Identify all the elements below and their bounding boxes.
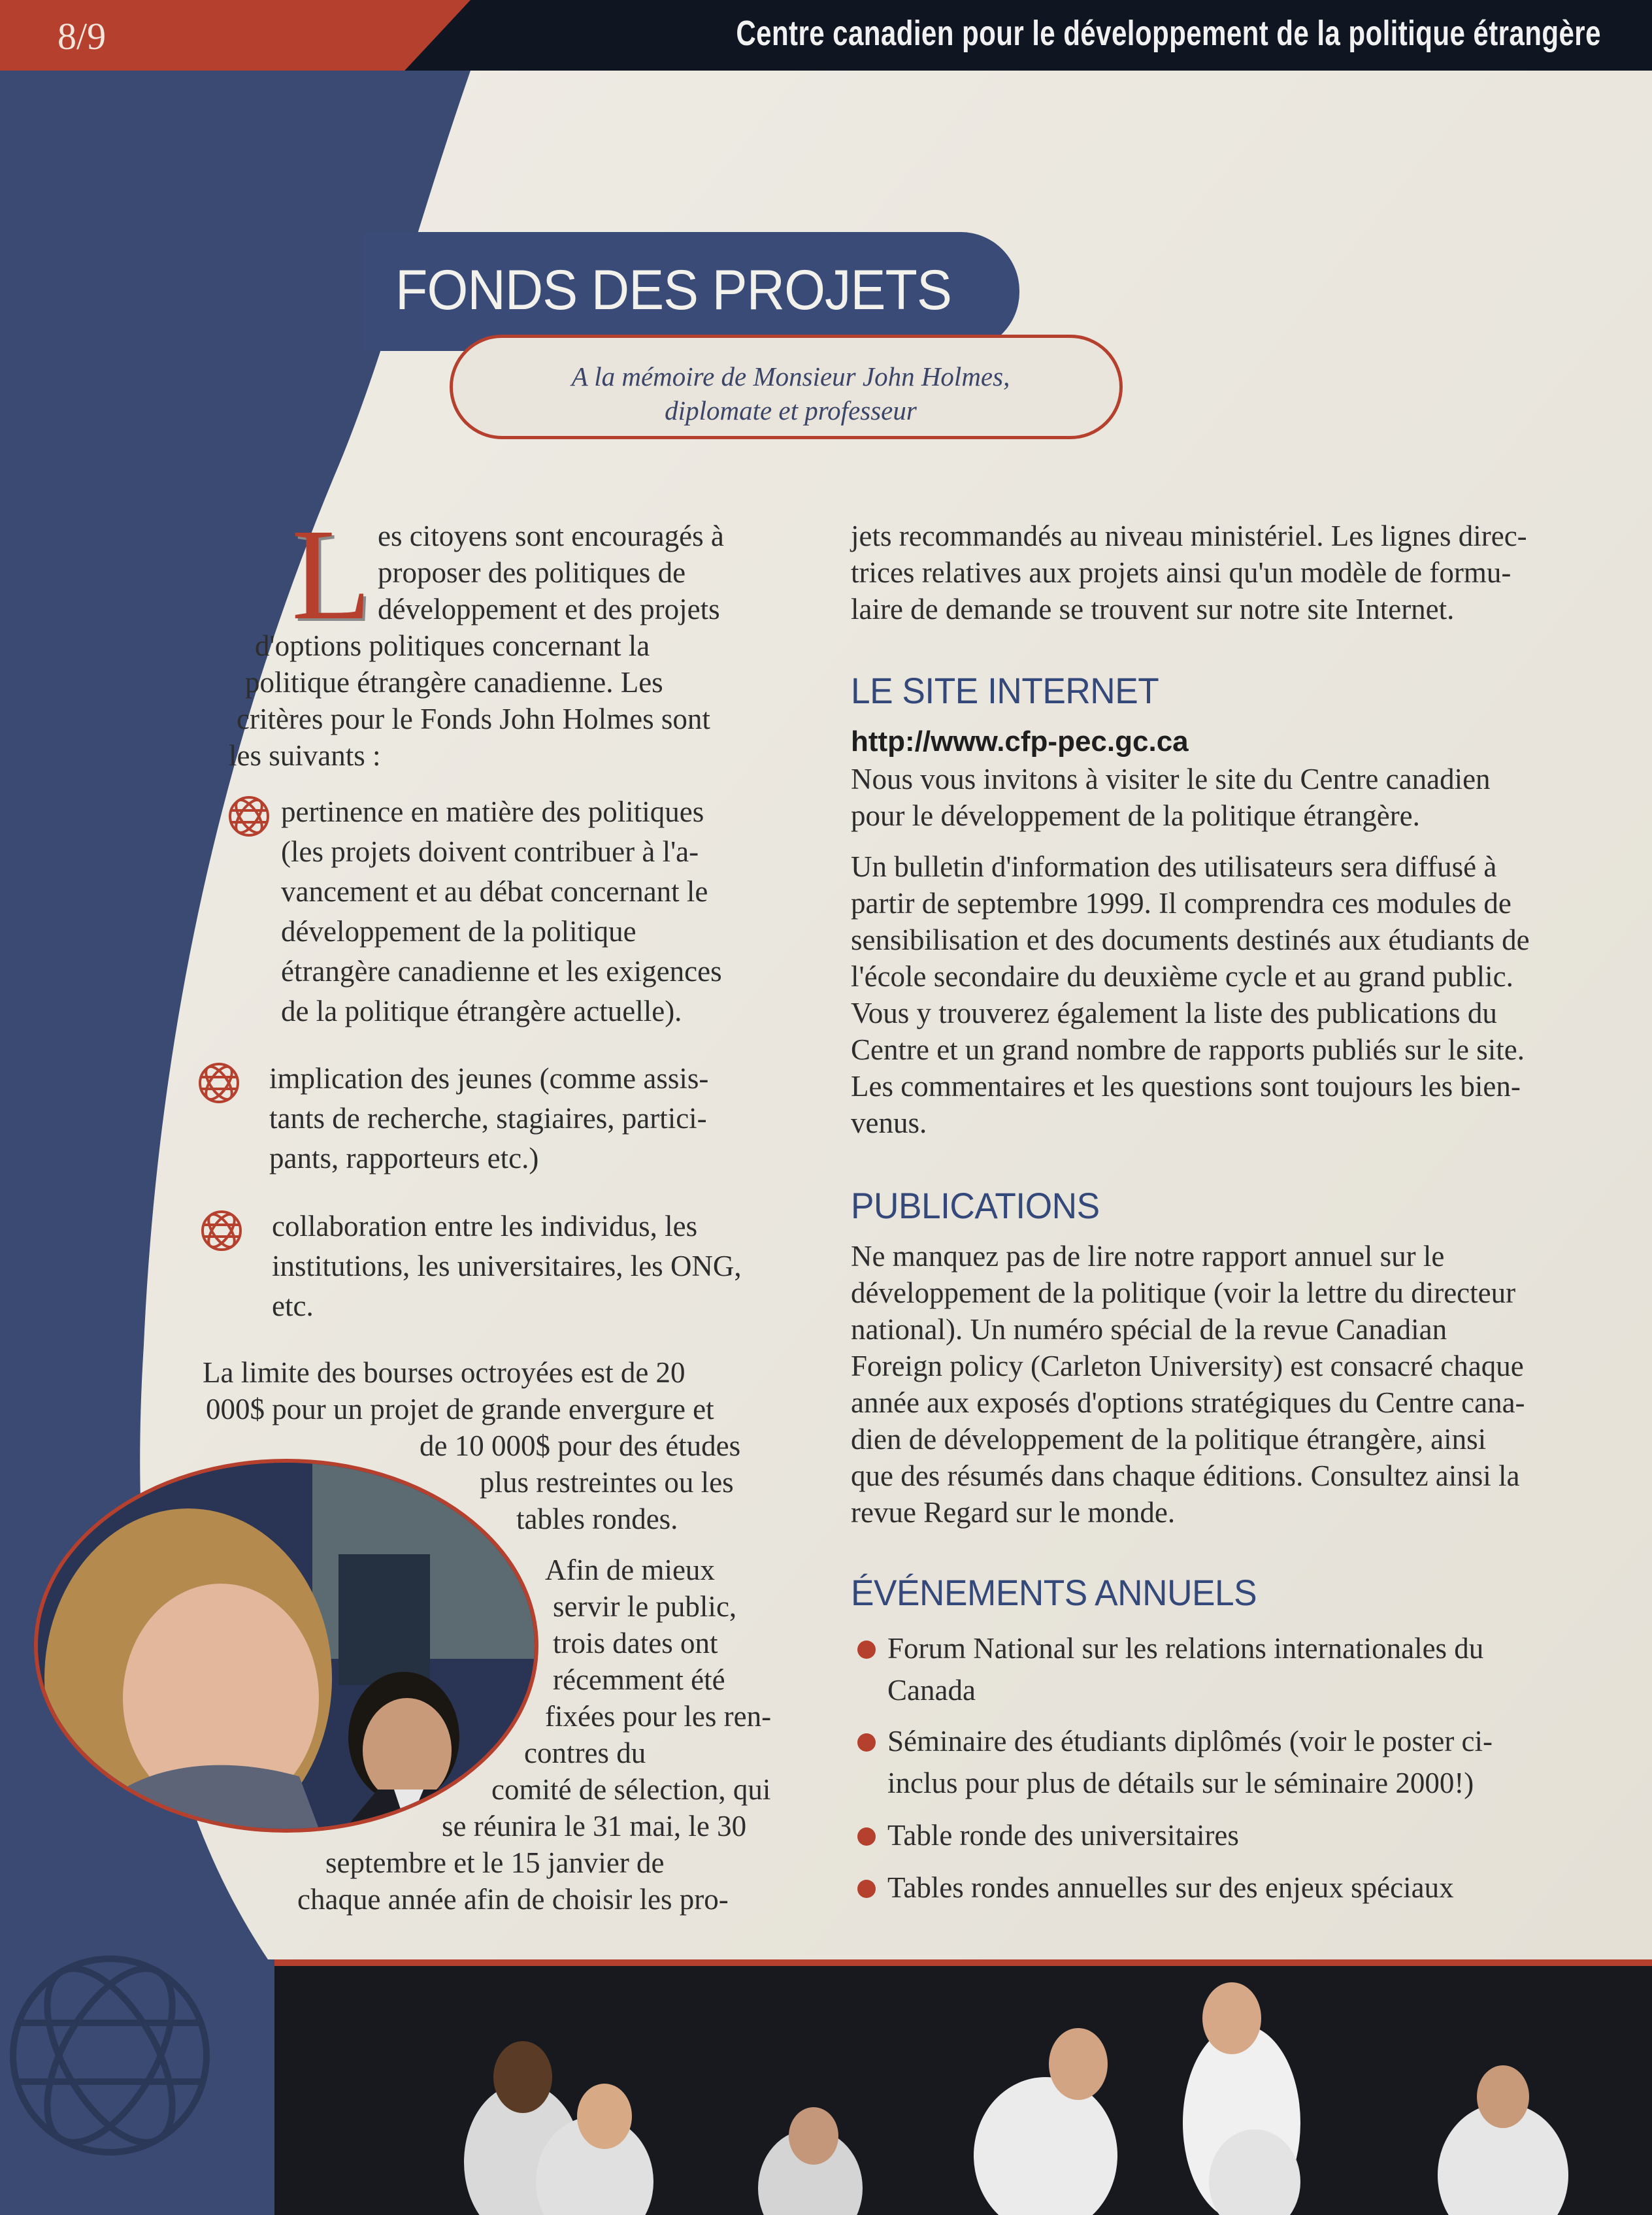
text-line: d'options politiques concernant la [255,629,650,662]
text-line: 000$ pour un projet de grande envergure et [206,1393,714,1425]
text-line: que des résumés dans chaque éditions. Consultez ainsi la [851,1459,1520,1492]
text-line: pour le développement de la politique étrangère. [851,799,1420,832]
text-line: (les projets doivent contribuer à l'a- [281,835,699,868]
text-line: national). Un numéro spécial de la revue Canadian [851,1313,1447,1346]
text-line: Un bulletin d'information des utilisateurs sera diffusé à [851,850,1497,883]
text-line: chaque année afin de choisir les pro- [297,1883,729,1916]
text-line: Foreign policy (Carleton University) est consacré chaque [851,1350,1524,1382]
text-line: étrangère canadienne et les exigences [281,955,722,988]
text-line: trois dates ont [553,1627,718,1659]
text-line: implication des jeunes (comme assis- [269,1062,709,1095]
text-line: collaboration entre les individus, les [272,1210,698,1242]
text-line: Ne manquez pas de lire notre rapport annuel sur le [851,1240,1445,1273]
page-number: 8/9 [58,15,107,58]
text-line: inclus pour plus de détails sur le séminaire 2000!) [887,1767,1474,1799]
text-line: venus. [851,1107,927,1139]
text-line: tables rondes. [516,1503,678,1535]
text-line: de 10 000$ pour des études [420,1429,741,1462]
text-line: trices relatives aux projets ainsi qu'un modèle de formu- [851,556,1512,589]
bullet-dot [857,1640,876,1659]
text-line: septembre et le 15 janvier de [325,1846,665,1879]
text-line: pants, rapporteurs etc.) [269,1142,539,1174]
text-line: année aux exposés d'options stratégiques du Centre cana- [851,1386,1525,1419]
text-line: Forum National sur les relations internationales du [887,1632,1484,1665]
text-line: partir de septembre 1999. Il comprendra ces modules de [851,887,1512,920]
text-line: pertinence en matière des politiques [281,795,704,828]
text-line: jets recommandés au niveau ministériel. Les lignes direc- [851,520,1527,552]
subtitle [471,359,1111,427]
text-line: etc. [272,1290,314,1322]
text-line: Afin de mieux [545,1554,715,1586]
text-line: développement de la politique [281,915,636,948]
globe-watermark-icon [5,1951,214,2160]
globe-bullet-icon [200,1209,243,1252]
drop-cap: L [291,503,372,647]
text-line: vancement et au débat concernant le [281,875,708,908]
text-line: Tables rondes annuelles sur des enjeux spéciaux [887,1871,1454,1904]
text-line: développement et des projets [378,593,720,625]
text-line: se réunira le 31 mai, le 30 [442,1810,747,1842]
text-line: plus restreintes ou les [480,1466,734,1499]
text-line: les suivants : [229,739,381,772]
text-line: Centre et un grand nombre de rapports publiés sur le site. [851,1033,1525,1066]
text-line: critères pour le Fonds John Holmes sont [237,703,710,735]
text-line: politique étrangère canadienne. Les [245,666,663,699]
text-line: comité de sélection, qui [491,1773,771,1806]
site-heading: LE SITE INTERNET [851,670,1159,711]
text-line: récemment été [553,1663,725,1696]
text-line: proposer des politiques de [378,556,686,589]
bullet-dot [857,1827,876,1846]
text-line: contres du [524,1737,646,1769]
organization-name: Centre canadien pour le développement de la politique étrangère [736,14,1601,53]
text-line: institutions, les universitaires, les ONG, [272,1250,742,1282]
publications-heading: PUBLICATIONS [851,1185,1100,1226]
text-line: Canada [887,1674,976,1707]
text-line: de la politique étrangère actuelle). [281,995,682,1027]
bullet-dot [857,1733,876,1752]
bullet-dot [857,1880,876,1898]
events-heading: ÉVÉNEMENTS ANNUELS [851,1572,1257,1613]
text-line: es citoyens sont encouragés à [378,520,724,552]
text-line: dien de développement de la politique étrangère, ainsi [851,1423,1487,1456]
divider-line [274,1959,1652,1966]
text-line: Séminaire des étudiants diplômés (voir le poster ci- [887,1725,1493,1757]
text-line: Table ronde des universitaires [887,1819,1239,1852]
text-line: Vous y trouverez également la liste des publications du [851,997,1497,1029]
students-photo [34,1459,538,1833]
text-line: sensibilisation et des documents destinés aux étudiants de [851,924,1530,956]
text-line: laire de demande se trouvent sur notre site Internet. [851,593,1455,625]
text-line: servir le public, [553,1590,737,1623]
photo-illustration [38,1463,535,1829]
page-title: FONDS DES PROJETS [395,259,951,322]
globe-bullet-icon [197,1061,240,1105]
site-url-link[interactable]: http://www.cfp-pec.gc.ca [851,725,1189,758]
text-line: Les commentaires et les questions sont toujours les bien- [851,1070,1521,1103]
text-line: fixées pour les ren- [545,1700,772,1733]
text-line: développement de la politique (voir la lettre du directeur [851,1276,1516,1309]
photo-illustration [274,1966,1652,2215]
text-line: tants de recherche, stagiaires, partici- [269,1102,707,1135]
text-line: l'école secondaire du deuxième cycle et au grand public. [851,960,1513,993]
text-line: La limite des bourses octroyées est de 20 [203,1356,686,1389]
seminar-photo [274,1966,1652,2215]
subtitle-line: diplomate et professeur [665,395,917,425]
text-line: Nous vous invitons à visiter le site du Centre canadien [851,763,1491,795]
globe-bullet-icon [227,795,271,838]
subtitle-line: A la mémoire de Monsieur John Holmes, [571,361,1010,391]
text-line: revue Regard sur le monde. [851,1496,1176,1529]
